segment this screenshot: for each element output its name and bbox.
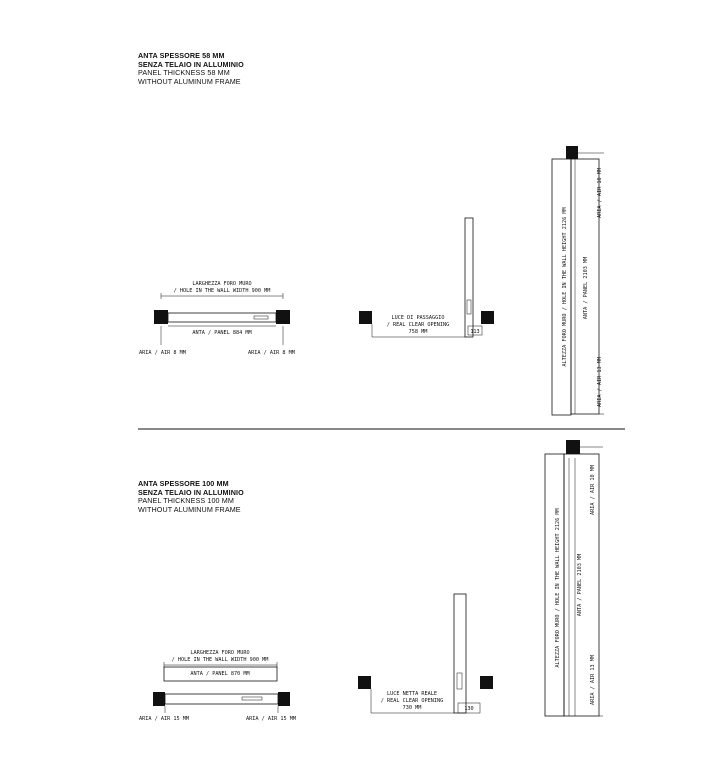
s2-small-dim-label: 130	[464, 706, 474, 712]
s1-clear-label-1: LUCE DI PASSAGGIO	[391, 315, 445, 321]
s2-open-wall-right	[480, 676, 493, 689]
section2-title-it-1: ANTA SPESSORE 100 MM	[138, 479, 229, 488]
s1-panel-h-label: ANTA / PANEL 2103 MM	[583, 256, 589, 320]
section1-elevation	[552, 146, 604, 415]
s1-wall-right	[276, 310, 290, 324]
s2-air-top-label: ARIA / AIR 10 MM	[590, 465, 596, 515]
s1-air-right-label: ARIA / AIR 8 MM	[248, 350, 295, 356]
section1-title-en-2: WITHOUT ALUMINUM FRAME	[138, 76, 241, 86]
s1-open-handle	[467, 300, 471, 314]
s2-air-left-label: ARIA / AIR 15 MM	[139, 716, 189, 722]
section2-open-view	[358, 594, 493, 713]
s2-open-panel	[454, 594, 466, 713]
s1-width-label-1: LARGHEZZA FORO MURO	[192, 281, 252, 287]
section2-title-it-2: SENZA TELAIO IN ALLUMINIO	[138, 487, 244, 497]
s1-open-panel	[465, 218, 473, 337]
section1-title-it-2: SENZA TELAIO IN ALLUMINIO	[138, 59, 244, 69]
section2-elevation	[545, 440, 603, 716]
s2-air-right-label: ARIA / AIR 15 MM	[246, 716, 296, 722]
s1-open-wall-left	[359, 311, 372, 324]
s2-clear-label-2: / REAL CLEAR OPENING	[380, 698, 444, 704]
s1-air-left-label: ARIA / AIR 8 MM	[139, 350, 186, 356]
section2-title-en-1: PANEL THICKNESS 100 MM	[138, 496, 234, 506]
s2-elev-lintel	[566, 440, 580, 454]
s2-open-handle	[457, 673, 462, 689]
s1-small-dim-label: 113	[470, 329, 480, 335]
s1-width-label-2: / HOLE IN THE WALL WIDTH 900 MM	[173, 288, 271, 294]
s2-clear-label-1: LUCE NETTA REALE	[387, 691, 437, 697]
s1-open-wall-right	[481, 311, 494, 324]
s2-height-label: ALTEZZA FORO MURO / HOLE IN THE WALL HEIGHT 2126 MM	[555, 508, 561, 668]
s1-handle	[254, 316, 268, 319]
s1-clear-label-2: / REAL CLEAR OPENING	[386, 322, 450, 328]
s1-elev-lintel	[566, 146, 578, 159]
s2-handle	[242, 697, 262, 700]
section1-title-it-1: ANTA SPESSORE 58 MM	[138, 51, 225, 60]
section1-title-en-1: PANEL THICKNESS 58 MM	[138, 68, 230, 78]
s2-panel-label: ANTA / PANEL 870 MM	[190, 671, 250, 677]
section1-plan-view	[139, 281, 295, 356]
s1-panel-plan	[168, 313, 276, 322]
s1-air-top-label: ARIA / AIR 10 MM	[597, 168, 603, 218]
section1-open-view	[359, 218, 494, 337]
s2-panel-plan	[165, 694, 278, 704]
s1-wall-left	[154, 310, 168, 324]
s2-open-wall-left	[358, 676, 371, 689]
s2-width-label-1: LARGHEZZA FORO MURO	[190, 650, 250, 656]
section2-title-en-2: WITHOUT ALUMINUM FRAME	[138, 504, 241, 514]
section2-plan-view	[139, 650, 296, 722]
s2-width-label-2: / HOLE IN THE WALL WIDTH 900 MM	[171, 657, 269, 663]
s1-air-bottom-label: ARIA / AIR 13 MM	[597, 357, 603, 407]
s1-panel-label: ANTA / PANEL 884 MM	[192, 330, 252, 336]
s1-height-label: ALTEZZA FORO MURO / HOLE IN THE WALL HEIGHT 2126 MM	[562, 207, 568, 367]
s2-wall-left	[153, 692, 165, 706]
s2-panel-h-label: ANTA / PANEL 2103 MM	[577, 553, 583, 617]
s2-air-bottom-label: ARIA / AIR 13 MM	[590, 655, 596, 705]
s1-clear-label-3: 758 MM	[408, 329, 428, 335]
s2-clear-label-3: 730 MM	[402, 705, 422, 711]
s2-wall-right	[278, 692, 290, 706]
